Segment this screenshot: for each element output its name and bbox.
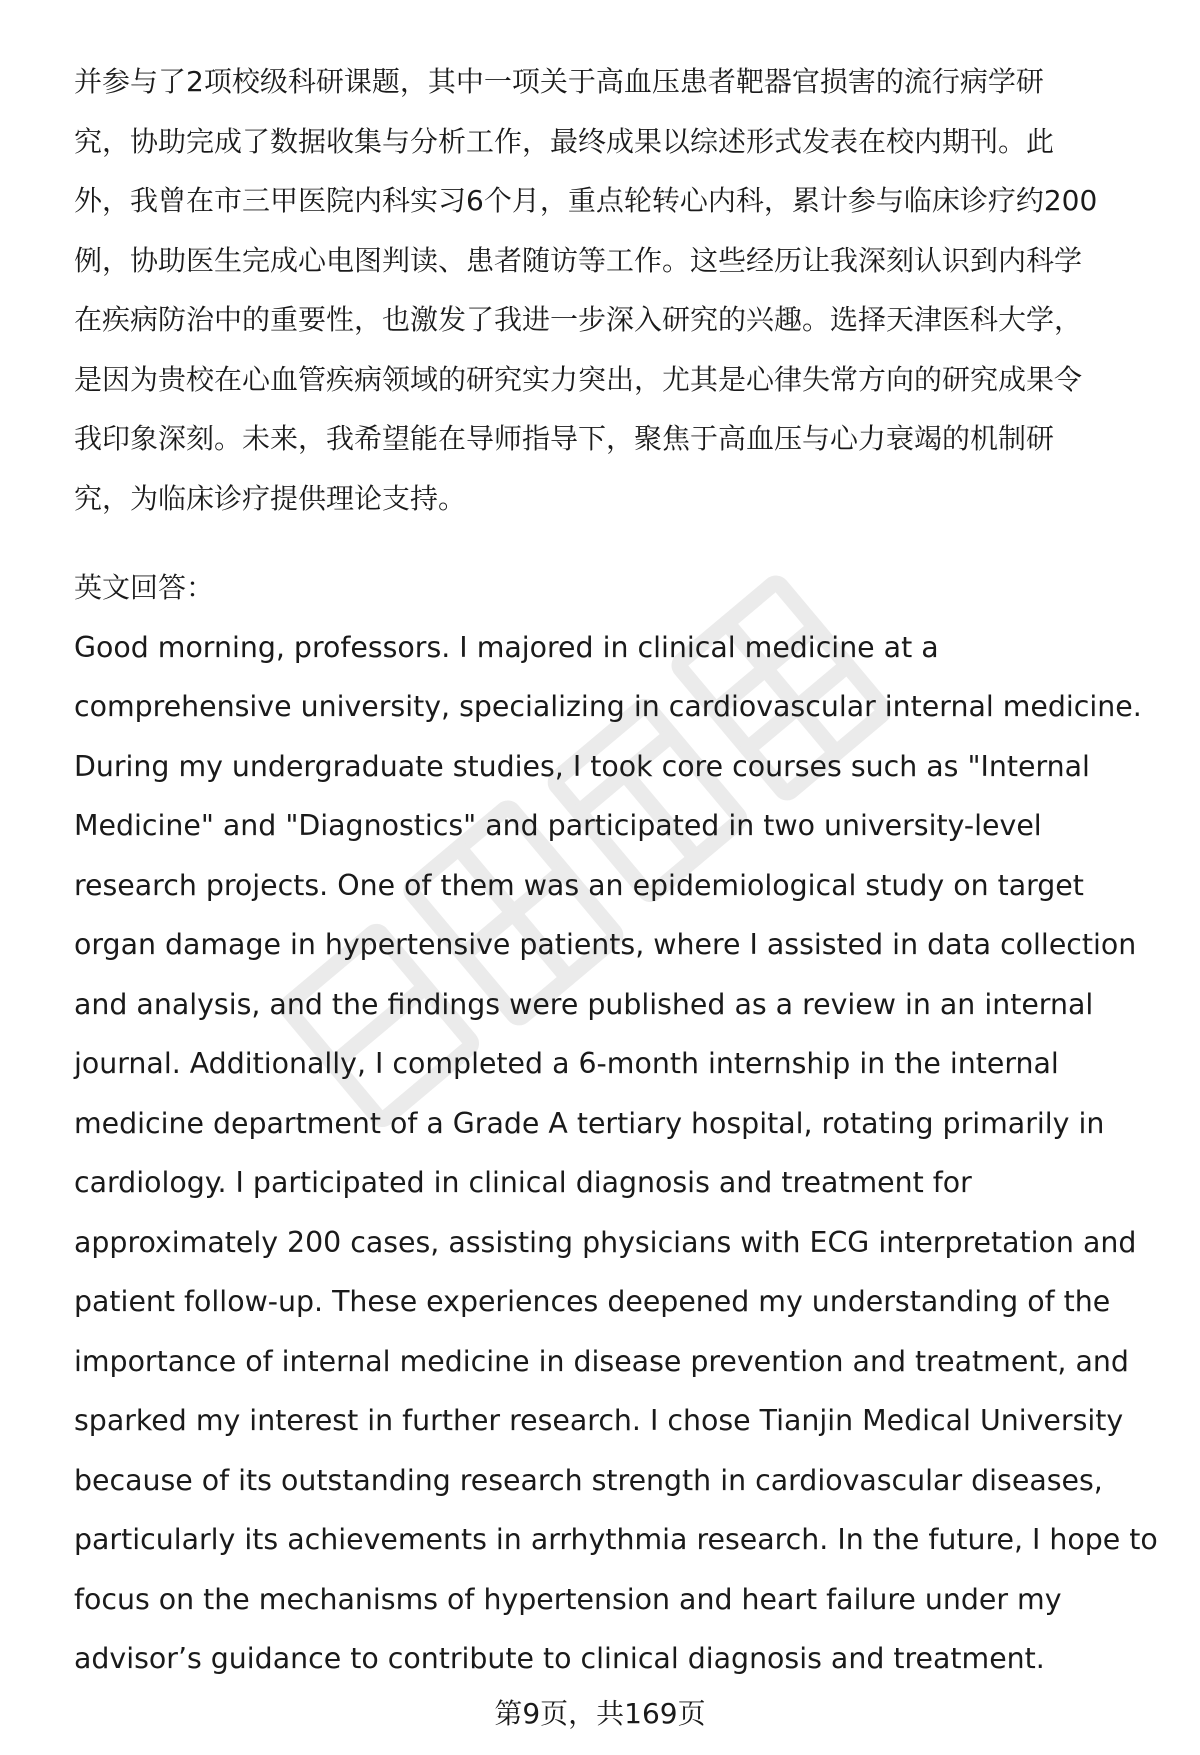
chinese-answer-paragraph: [74, 52, 1154, 528]
text-line: sparked my interest in further research. I chose Tianjin Medical University: [74, 1404, 1124, 1437]
text-line: research projects. One of them was an epidemiological study on target: [74, 868, 1084, 902]
text-line: cardiology. I participated in clinical diagnosis and treatment for: [74, 1166, 972, 1199]
text-line: because of its outstanding research strength in cardiovascular diseases,: [74, 1463, 1103, 1497]
text-line: 我印象深刻。未来，我希望能在导师指导下，聚焦于高血压与心力衰竭的机制研: [74, 422, 1055, 455]
text-line: Good morning, professors. I majored in clinical medicine at a: [74, 630, 939, 664]
text-line: Medicine" and "Diagnostics" and participated in two university-level: [74, 809, 1042, 842]
text-line: medicine department of a Grade A tertiary hospital, rotating primarily in: [74, 1106, 1105, 1140]
text-line: 并参与了2项校级科研课题，其中一项关于高血压患者靶器官损害的流行病学研: [74, 65, 1044, 98]
text-line: journal. Additionally, I completed a 6-month internship in the internal: [74, 1047, 1059, 1080]
text-line: 外，我曾在市三甲医院内科实习6个月，重点轮转心内科，累计参与临床诊疗约200: [74, 184, 1098, 217]
text-line: and analysis, and the findings were published as a review in an internal: [74, 987, 1094, 1021]
text-line: comprehensive university, specializing in cardiovascular internal medicine.: [74, 690, 1142, 723]
english-answer-paragraph: [74, 618, 1158, 1689]
document-body: [74, 52, 1158, 1689]
text-line: 例，协助医生完成心电图判读、患者随访等工作。这些经历让我深刻认识到内科学: [74, 243, 1083, 277]
text-line: approximately 200 cases, assisting physicians with ECG interpretation and: [74, 1225, 1137, 1259]
text-line: advisor’s guidance to contribute to clinical diagnosis and treatment.: [74, 1642, 1045, 1675]
text-line: focus on the mechanisms of hypertension and heart failure under my: [74, 1582, 1062, 1616]
text-line: patient follow-up. These experiences deepened my understanding of the: [74, 1285, 1111, 1318]
text-line: organ damage in hypertensive patients, where I assisted in data collection: [74, 928, 1137, 961]
text-line: 是因为贵校在心血管疾病领域的研究实力突出，尤其是心律失常方向的研究成果令: [74, 362, 1083, 396]
text-line: particularly its achievements in arrhythmia research. In the future, I hope to: [74, 1523, 1158, 1556]
page-number-footer: 第9页，共169页: [494, 1697, 706, 1730]
text-line: importance of internal medicine in disease prevention and treatment, and: [74, 1344, 1129, 1378]
english-answer-heading: 英文回答：: [74, 571, 215, 604]
text-line: During my undergraduate studies, I took core courses such as "Internal: [74, 749, 1090, 783]
paragraph-spacer: [74, 528, 1154, 558]
text-line: 究，为临床诊疗提供理论支持。: [74, 481, 467, 515]
text-line: 在疾病防治中的重要性，也激发了我进一步深入研究的兴趣。选择天津医科大学，: [74, 303, 1083, 336]
text-line: 究，协助完成了数据收集与分析工作，最终成果以综述形式发表在校内期刊。此: [74, 124, 1055, 158]
